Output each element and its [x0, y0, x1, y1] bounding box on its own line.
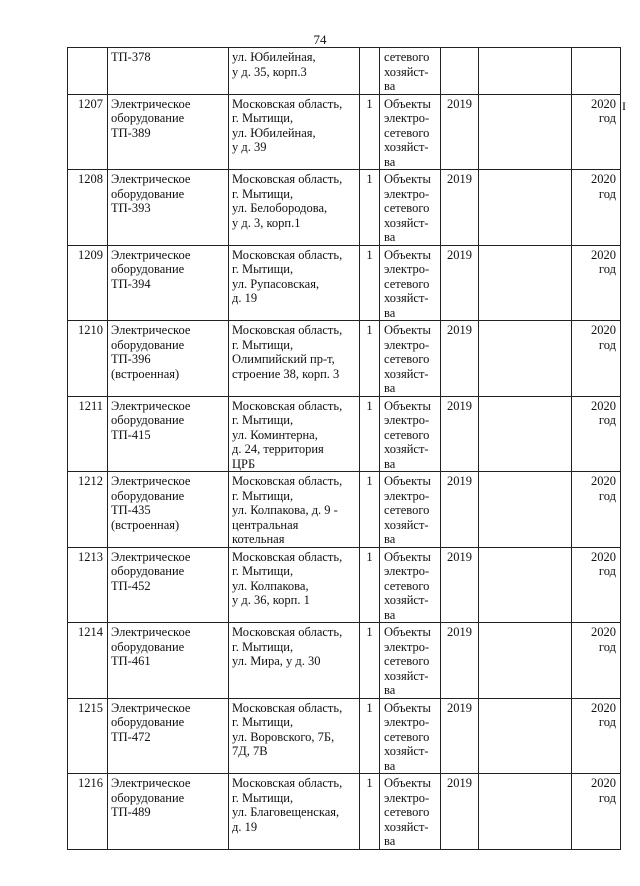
cell-name: [108, 547, 229, 623]
category-line: хозяйст-: [384, 140, 429, 154]
category-line: Объекты: [384, 625, 431, 639]
cell-empty: [479, 623, 572, 699]
cell-category: [380, 547, 441, 623]
table-row: [68, 547, 621, 623]
cell-year: 2019: [441, 321, 479, 397]
category-line: ва: [384, 305, 396, 320]
name-line: Электрическое: [111, 323, 191, 337]
name-line: оборудование: [111, 186, 185, 201]
cell-empty: [479, 94, 572, 170]
address-line: д. 24, территория: [232, 442, 324, 456]
table-row: [68, 321, 621, 397]
term-line: год: [598, 186, 616, 201]
address-line: Олимпийский пр-т,: [232, 352, 335, 366]
name-line: Электрическое: [111, 96, 191, 111]
address-line: г. Мытищи,: [232, 715, 294, 729]
cell-num: 1211: [68, 396, 108, 472]
address-line: г. Мытищи,: [232, 186, 294, 201]
name-line: Электрическое: [111, 474, 191, 488]
cell-name: [108, 245, 229, 321]
address-line: центральная: [232, 517, 299, 532]
category-line: электро-: [384, 715, 430, 729]
cell-term: [572, 48, 621, 95]
category-line: Объекты: [384, 96, 431, 111]
name-line: ТП-435: [111, 503, 151, 517]
address-line: ЦРБ: [232, 456, 256, 471]
category-line: хозяйст-: [384, 215, 429, 230]
name-line: оборудование: [111, 111, 185, 125]
term-line: год: [598, 790, 616, 805]
name-line: ТП-452: [111, 578, 151, 593]
table-row: [68, 698, 621, 774]
cell-qty: 1: [360, 547, 380, 623]
cell-category: [380, 472, 441, 548]
cell-address: [229, 245, 360, 321]
cell-num: 1208: [68, 170, 108, 246]
term-line: 2020: [591, 323, 616, 337]
term-line: 2020: [591, 625, 616, 639]
category-line: Объекты: [384, 474, 431, 488]
name-line: оборудование: [111, 337, 185, 352]
category-line: хозяйст-: [384, 744, 429, 758]
cell-qty: 1: [360, 472, 380, 548]
table-row: [68, 396, 621, 472]
address-line: у д. 35, корп.3: [232, 64, 307, 79]
category-line: хозяйст-: [384, 668, 429, 683]
category-line: Объекты: [384, 247, 431, 262]
address-line: г. Мытищи,: [232, 639, 294, 654]
table-body: [68, 48, 621, 850]
cell-qty: 1: [360, 623, 380, 699]
category-line: электро-: [384, 488, 430, 503]
cell-category: [380, 396, 441, 472]
address-line: г. Мытищи,: [232, 564, 294, 578]
category-line: сетевого: [384, 654, 430, 668]
cell-term: [572, 547, 621, 623]
term-line: год: [598, 639, 616, 654]
name-line: Электрическое: [111, 398, 191, 413]
category-line: ва: [384, 79, 396, 93]
address-line: Московская область,: [232, 247, 343, 262]
page-number: 74: [313, 32, 327, 47]
cell-address: [229, 170, 360, 246]
category-line: сетевого: [384, 125, 430, 140]
category-line: Объекты: [384, 700, 431, 715]
term-line: 2020: [591, 700, 616, 715]
term-line: 2020: [591, 474, 616, 488]
cell-num: 1207: [68, 94, 108, 170]
name-line: Электрическое: [111, 549, 191, 564]
name-line: ТП-472: [111, 729, 151, 744]
cell-address: [229, 547, 360, 623]
cell-num: 1213: [68, 547, 108, 623]
address-line: ул. Юбилейная,: [232, 125, 316, 140]
cell-category: [380, 321, 441, 397]
cell-address: [229, 321, 360, 397]
address-line: г. Мытищи,: [232, 111, 294, 125]
cell-num: 1212: [68, 472, 108, 548]
category-line: ва: [384, 381, 396, 395]
address-line: г. Мытищи,: [232, 337, 294, 352]
address-line: Московская область,: [232, 700, 343, 715]
address-line: ул. Благовещенская,: [232, 805, 340, 819]
cell-category: [380, 170, 441, 246]
address-line: д. 19: [232, 819, 258, 834]
cell-year: 2019: [441, 774, 479, 850]
name-line: Электрическое: [111, 776, 191, 790]
cell-qty: 1: [360, 94, 380, 170]
address-line: Московская область,: [232, 776, 343, 790]
name-line: ТП-393: [111, 201, 151, 215]
cell-num: 1209: [68, 245, 108, 321]
category-line: хозяйст-: [384, 64, 429, 79]
term-line: год: [598, 715, 616, 729]
cell-qty: [360, 48, 380, 95]
term-line: год: [598, 413, 616, 427]
address-line: строение 38, корп. 3: [232, 366, 340, 381]
name-line: оборудование: [111, 715, 185, 729]
term-line: 2020: [591, 172, 616, 186]
name-line: оборудование: [111, 488, 185, 503]
address-line: г. Мытищи,: [232, 413, 294, 427]
table-row: [68, 94, 621, 170]
margin-mark: I: [622, 99, 626, 113]
category-line: сетевого: [384, 503, 430, 517]
address-line: ул. Колпакова, д. 9 -: [232, 503, 338, 517]
cell-name: [108, 396, 229, 472]
category-line: электро-: [384, 111, 430, 125]
name-line: ТП-461: [111, 654, 151, 668]
table-row: [68, 170, 621, 246]
address-line: ул. Колпакова,: [232, 578, 309, 593]
category-line: электро-: [384, 262, 430, 276]
address-line: Московская область,: [232, 474, 343, 488]
cell-qty: 1: [360, 396, 380, 472]
cell-num: 1214: [68, 623, 108, 699]
category-line: электро-: [384, 564, 430, 578]
cell-num: 1210: [68, 321, 108, 397]
name-line: оборудование: [111, 790, 185, 805]
address-line: ул. Воровского, 7Б,: [232, 729, 335, 744]
address-line: Московская область,: [232, 398, 343, 413]
category-line: сетевого: [384, 50, 430, 64]
cell-qty: 1: [360, 698, 380, 774]
name-line: оборудование: [111, 639, 185, 654]
category-line: ва: [384, 834, 396, 848]
name-line: (встроенная): [111, 366, 180, 381]
category-line: Объекты: [384, 398, 431, 413]
cell-term: [572, 396, 621, 472]
address-line: Московская область,: [232, 96, 343, 111]
cell-empty: [479, 698, 572, 774]
category-line: хозяйст-: [384, 291, 429, 305]
name-line: ТП-378: [111, 50, 151, 64]
name-line: Электрическое: [111, 247, 191, 262]
cell-term: [572, 170, 621, 246]
cell-category: [380, 623, 441, 699]
term-line: год: [598, 488, 616, 503]
category-line: хозяйст-: [384, 593, 429, 607]
cell-empty: [479, 547, 572, 623]
address-line: Московская область,: [232, 549, 343, 564]
category-line: ва: [384, 683, 396, 697]
address-line: д. 19: [232, 291, 258, 305]
category-line: сетевого: [384, 805, 430, 819]
category-line: сетевого: [384, 729, 430, 744]
name-line: Электрическое: [111, 700, 191, 715]
category-line: сетевого: [384, 276, 430, 291]
address-line: у д. 3, корп.1: [232, 215, 301, 230]
category-line: Объекты: [384, 172, 431, 186]
cell-name: [108, 623, 229, 699]
address-line: ул. Рупасовская,: [232, 276, 320, 291]
term-line: 2020: [591, 549, 616, 564]
term-line: год: [598, 337, 616, 352]
name-line: ТП-396: [111, 352, 151, 366]
name-line: ТП-394: [111, 276, 151, 291]
term-line: год: [598, 262, 616, 276]
term-line: 2020: [591, 776, 616, 790]
cell-empty: [479, 48, 572, 95]
cell-empty: [479, 245, 572, 321]
cell-year: 2019: [441, 623, 479, 699]
address-line: у д. 39: [232, 140, 267, 154]
cell-name: [108, 698, 229, 774]
cell-term: [572, 774, 621, 850]
term-line: 2020: [591, 247, 616, 262]
address-line: г. Мытищи,: [232, 790, 294, 805]
cell-term: [572, 321, 621, 397]
cell-address: [229, 48, 360, 95]
category-line: ва: [384, 758, 396, 773]
cell-category: [380, 94, 441, 170]
address-line: Московская область,: [232, 625, 343, 639]
category-line: хозяйст-: [384, 366, 429, 381]
address-line: Московская область,: [232, 323, 343, 337]
cell-name: [108, 774, 229, 850]
category-line: Объекты: [384, 549, 431, 564]
address-line: г. Мытищи,: [232, 262, 294, 276]
term-line: год: [598, 111, 616, 125]
category-line: ва: [384, 607, 396, 622]
cell-term: [572, 472, 621, 548]
category-line: ва: [384, 532, 396, 546]
address-line: ул. Мира, у д. 30: [232, 654, 321, 668]
cell-address: [229, 94, 360, 170]
category-line: ва: [384, 154, 396, 169]
table-row: [68, 472, 621, 548]
category-line: хозяйст-: [384, 517, 429, 532]
category-line: хозяйст-: [384, 442, 429, 456]
address-line: Московская область,: [232, 172, 343, 186]
cell-term: [572, 698, 621, 774]
cell-year: 2019: [441, 170, 479, 246]
cell-address: [229, 472, 360, 548]
category-line: сетевого: [384, 578, 430, 593]
table-row: [68, 245, 621, 321]
cell-name: [108, 94, 229, 170]
cell-category: [380, 48, 441, 95]
term-line: год: [598, 564, 616, 578]
name-line: ТП-489: [111, 805, 151, 819]
category-line: сетевого: [384, 427, 430, 442]
name-line: оборудование: [111, 262, 185, 276]
category-line: ва: [384, 230, 396, 244]
cell-empty: [479, 396, 572, 472]
cell-qty: 1: [360, 245, 380, 321]
cell-num: 1215: [68, 698, 108, 774]
cell-year: 2019: [441, 698, 479, 774]
address-line: у д. 36, корп. 1: [232, 593, 310, 607]
address-line: г. Мытищи,: [232, 488, 294, 503]
cell-category: [380, 698, 441, 774]
category-line: Объекты: [384, 323, 431, 337]
cell-year: 2019: [441, 94, 479, 170]
cell-term: [572, 623, 621, 699]
cell-empty: [479, 472, 572, 548]
name-line: ТП-415: [111, 427, 151, 442]
cell-name: [108, 170, 229, 246]
name-line: Электрическое: [111, 625, 191, 639]
address-line: 7Д, 7В: [232, 744, 268, 758]
name-line: ТП-389: [111, 125, 151, 140]
property-table: [67, 47, 621, 850]
table-row: [68, 774, 621, 850]
cell-year: 2019: [441, 547, 479, 623]
cell-qty: 1: [360, 774, 380, 850]
category-line: Объекты: [384, 776, 431, 790]
cell-term: [572, 94, 621, 170]
cell-empty: [479, 774, 572, 850]
term-line: 2020: [591, 398, 616, 413]
category-line: сетевого: [384, 201, 430, 215]
cell-year: 2019: [441, 472, 479, 548]
cell-name: [108, 472, 229, 548]
category-line: электро-: [384, 413, 430, 427]
cell-empty: [479, 321, 572, 397]
address-line: ул. Белобородова,: [232, 201, 328, 215]
address-line: котельная: [232, 532, 285, 546]
category-line: электро-: [384, 639, 430, 654]
address-line: ул. Юбилейная,: [232, 50, 316, 64]
cell-year: [441, 48, 479, 95]
name-line: Электрическое: [111, 172, 191, 186]
category-line: сетевого: [384, 352, 430, 366]
term-line: 2020: [591, 96, 616, 111]
cell-address: [229, 774, 360, 850]
category-line: ва: [384, 456, 396, 471]
cell-name: [108, 48, 229, 95]
cell-address: [229, 396, 360, 472]
cell-category: [380, 245, 441, 321]
cell-address: [229, 698, 360, 774]
cell-category: [380, 774, 441, 850]
category-line: электро-: [384, 337, 430, 352]
cell-num: [68, 48, 108, 95]
cell-address: [229, 623, 360, 699]
cell-name: [108, 321, 229, 397]
category-line: электро-: [384, 186, 430, 201]
cell-qty: 1: [360, 321, 380, 397]
table-row-continued: [68, 48, 621, 95]
cell-qty: 1: [360, 170, 380, 246]
cell-year: 2019: [441, 245, 479, 321]
cell-year: 2019: [441, 396, 479, 472]
cell-empty: [479, 170, 572, 246]
name-line: оборудование: [111, 413, 185, 427]
address-line: ул. Коминтерна,: [232, 427, 318, 442]
category-line: электро-: [384, 790, 430, 805]
table-row: [68, 623, 621, 699]
cell-num: 1216: [68, 774, 108, 850]
name-line: (встроенная): [111, 517, 180, 532]
name-line: оборудование: [111, 564, 185, 578]
cell-term: [572, 245, 621, 321]
category-line: хозяйст-: [384, 819, 429, 834]
